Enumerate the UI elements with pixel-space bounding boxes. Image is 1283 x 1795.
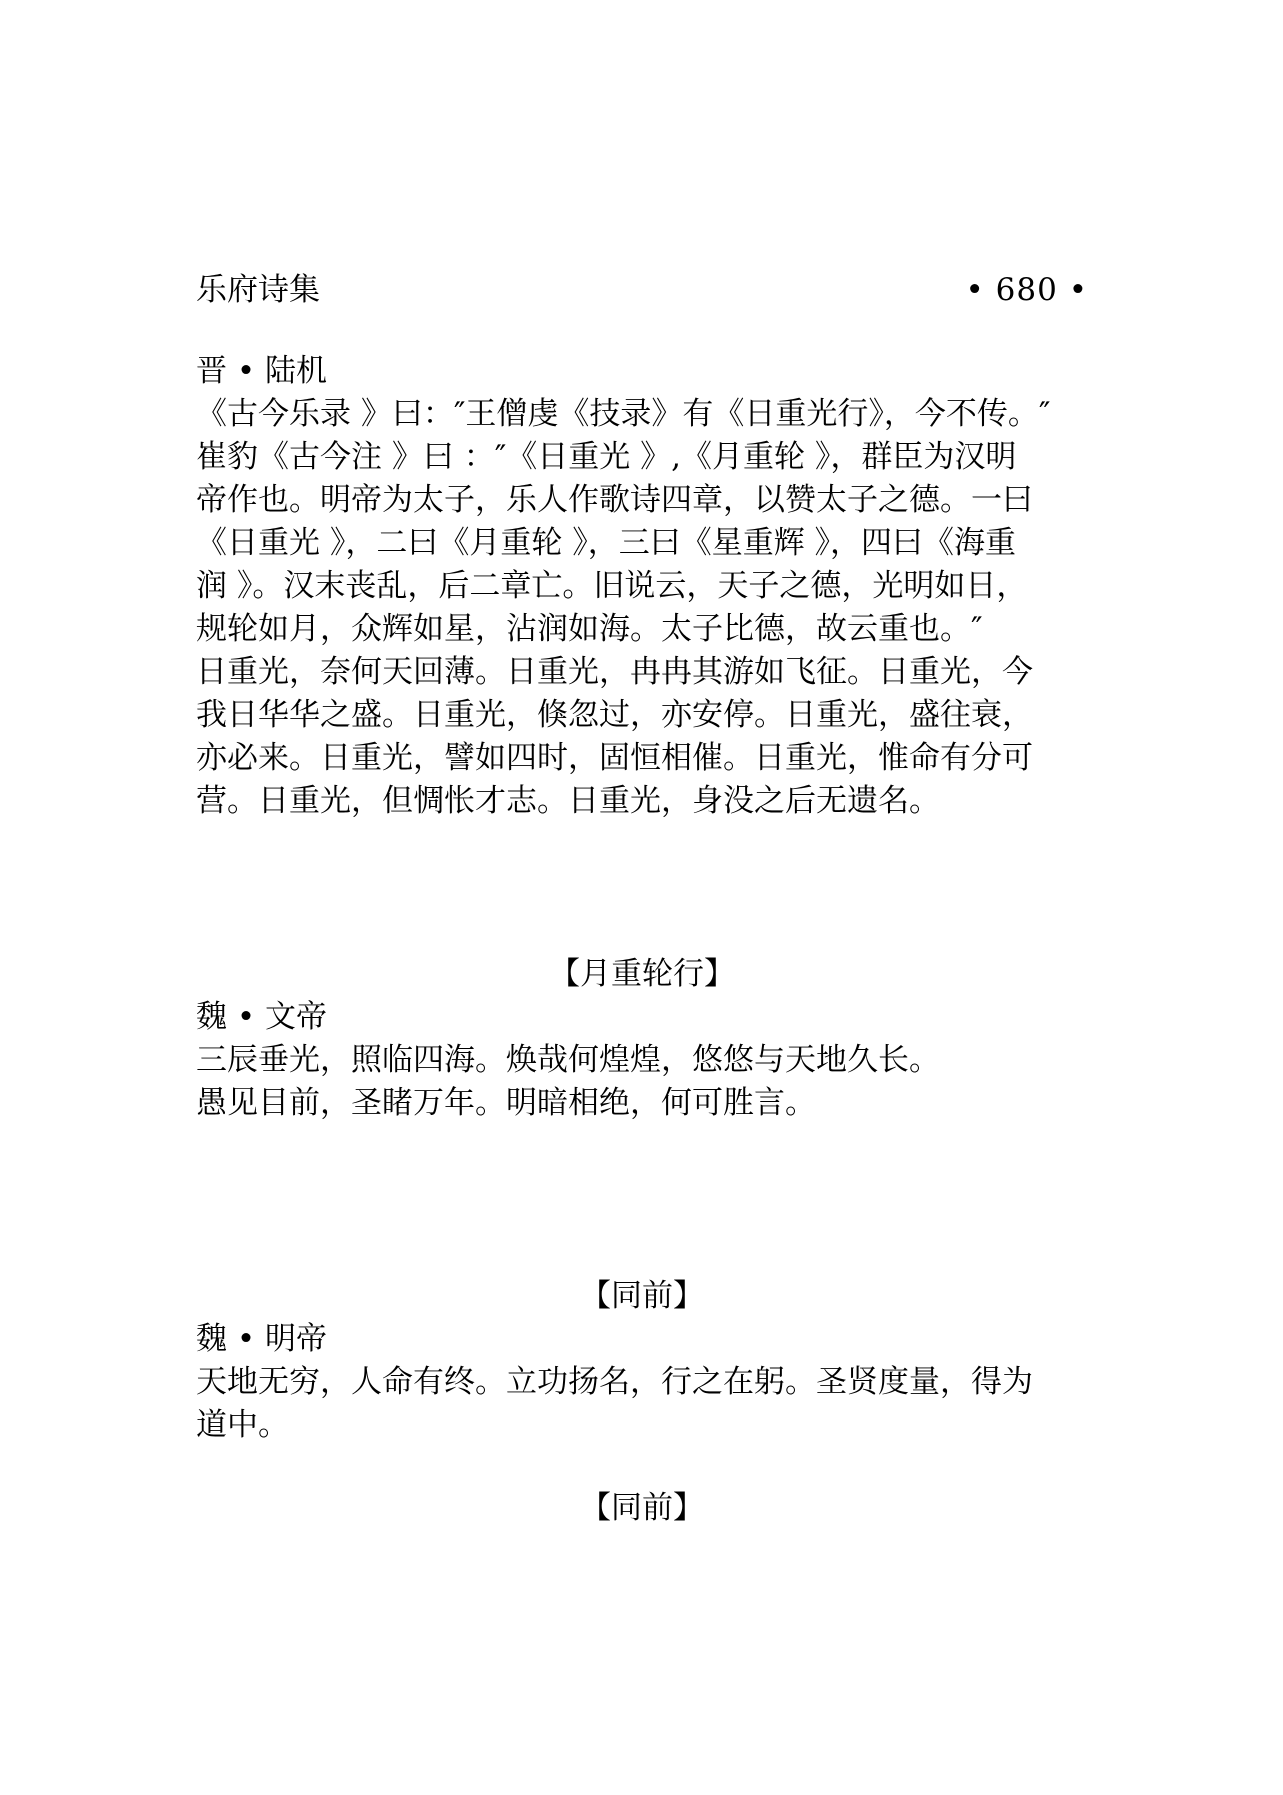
book-title: 乐府诗集 (196, 272, 320, 308)
author-line: 魏 • 文帝 (196, 999, 327, 1035)
preface-line: 规轮如月，众辉如星，沾润如海。太子比德，故云重也。″ (196, 611, 983, 647)
section-tong-qian-1 (196, 1275, 1088, 1447)
poem-line: 三辰垂光，照临四海。焕哉何煌煌，悠悠与天地久长。 (196, 1042, 940, 1078)
poem-line: 日重光，奈何天回薄。日重光，冉冉其游如飞征。日重光，今 (196, 654, 1033, 690)
poem-line: 道中。 (196, 1407, 289, 1443)
poem-line: 愚见目前，圣睹万年。明暗相绝，何可胜言。 (196, 1085, 816, 1121)
preface-line: 帝作也。明帝为太子，乐人作歌诗四章，以赞太子之德。一曰 (196, 482, 1033, 518)
preface-line: 《古今乐录 》曰：″王僧虔《技录》有《日重光行》，今不传。″ (196, 396, 1051, 432)
section-yue-zhong-lun (196, 953, 1088, 1125)
poem-line: 亦必来。日重光，譬如四时，固恒相催。日重光，惟命有分可 (196, 740, 1033, 776)
document-page (196, 268, 1088, 1530)
section-ri-zhong-guang (196, 350, 1088, 823)
preface-line: 《日重光 》，二曰《月重轮 》，三曰《星重辉 》，四曰《海重 (196, 525, 1017, 561)
poem-line: 天地无穷，人命有终。立功扬名，行之在躬。圣贤度量，得为 (196, 1364, 1033, 1400)
poem-line: 营。日重光，但惆怅才志。日重光，身没之后无遗名。 (196, 783, 940, 819)
section-tong-qian-2 (196, 1487, 1088, 1530)
preface-line: 润 》。汉末丧乱，后二章亡。旧说云，天子之德，光明如日， (196, 568, 1028, 604)
section-title: 【同前】 (580, 1490, 704, 1526)
preface-line: 崔豹《古今注 》曰 ：″《日重光 》,《月重轮 》，群臣为汉明 (196, 439, 1017, 475)
section-title: 【月重轮行】 (549, 956, 735, 992)
page-number: • 680 • (965, 272, 1088, 308)
author-line: 魏 • 明帝 (196, 1321, 327, 1357)
poem-line: 我日华华之盛。日重光，倏忽过，亦安停。日重光，盛往衰， (196, 697, 1033, 733)
page-header (196, 268, 1088, 312)
section-title: 【同前】 (580, 1278, 704, 1314)
author-line: 晋 • 陆机 (196, 353, 327, 389)
